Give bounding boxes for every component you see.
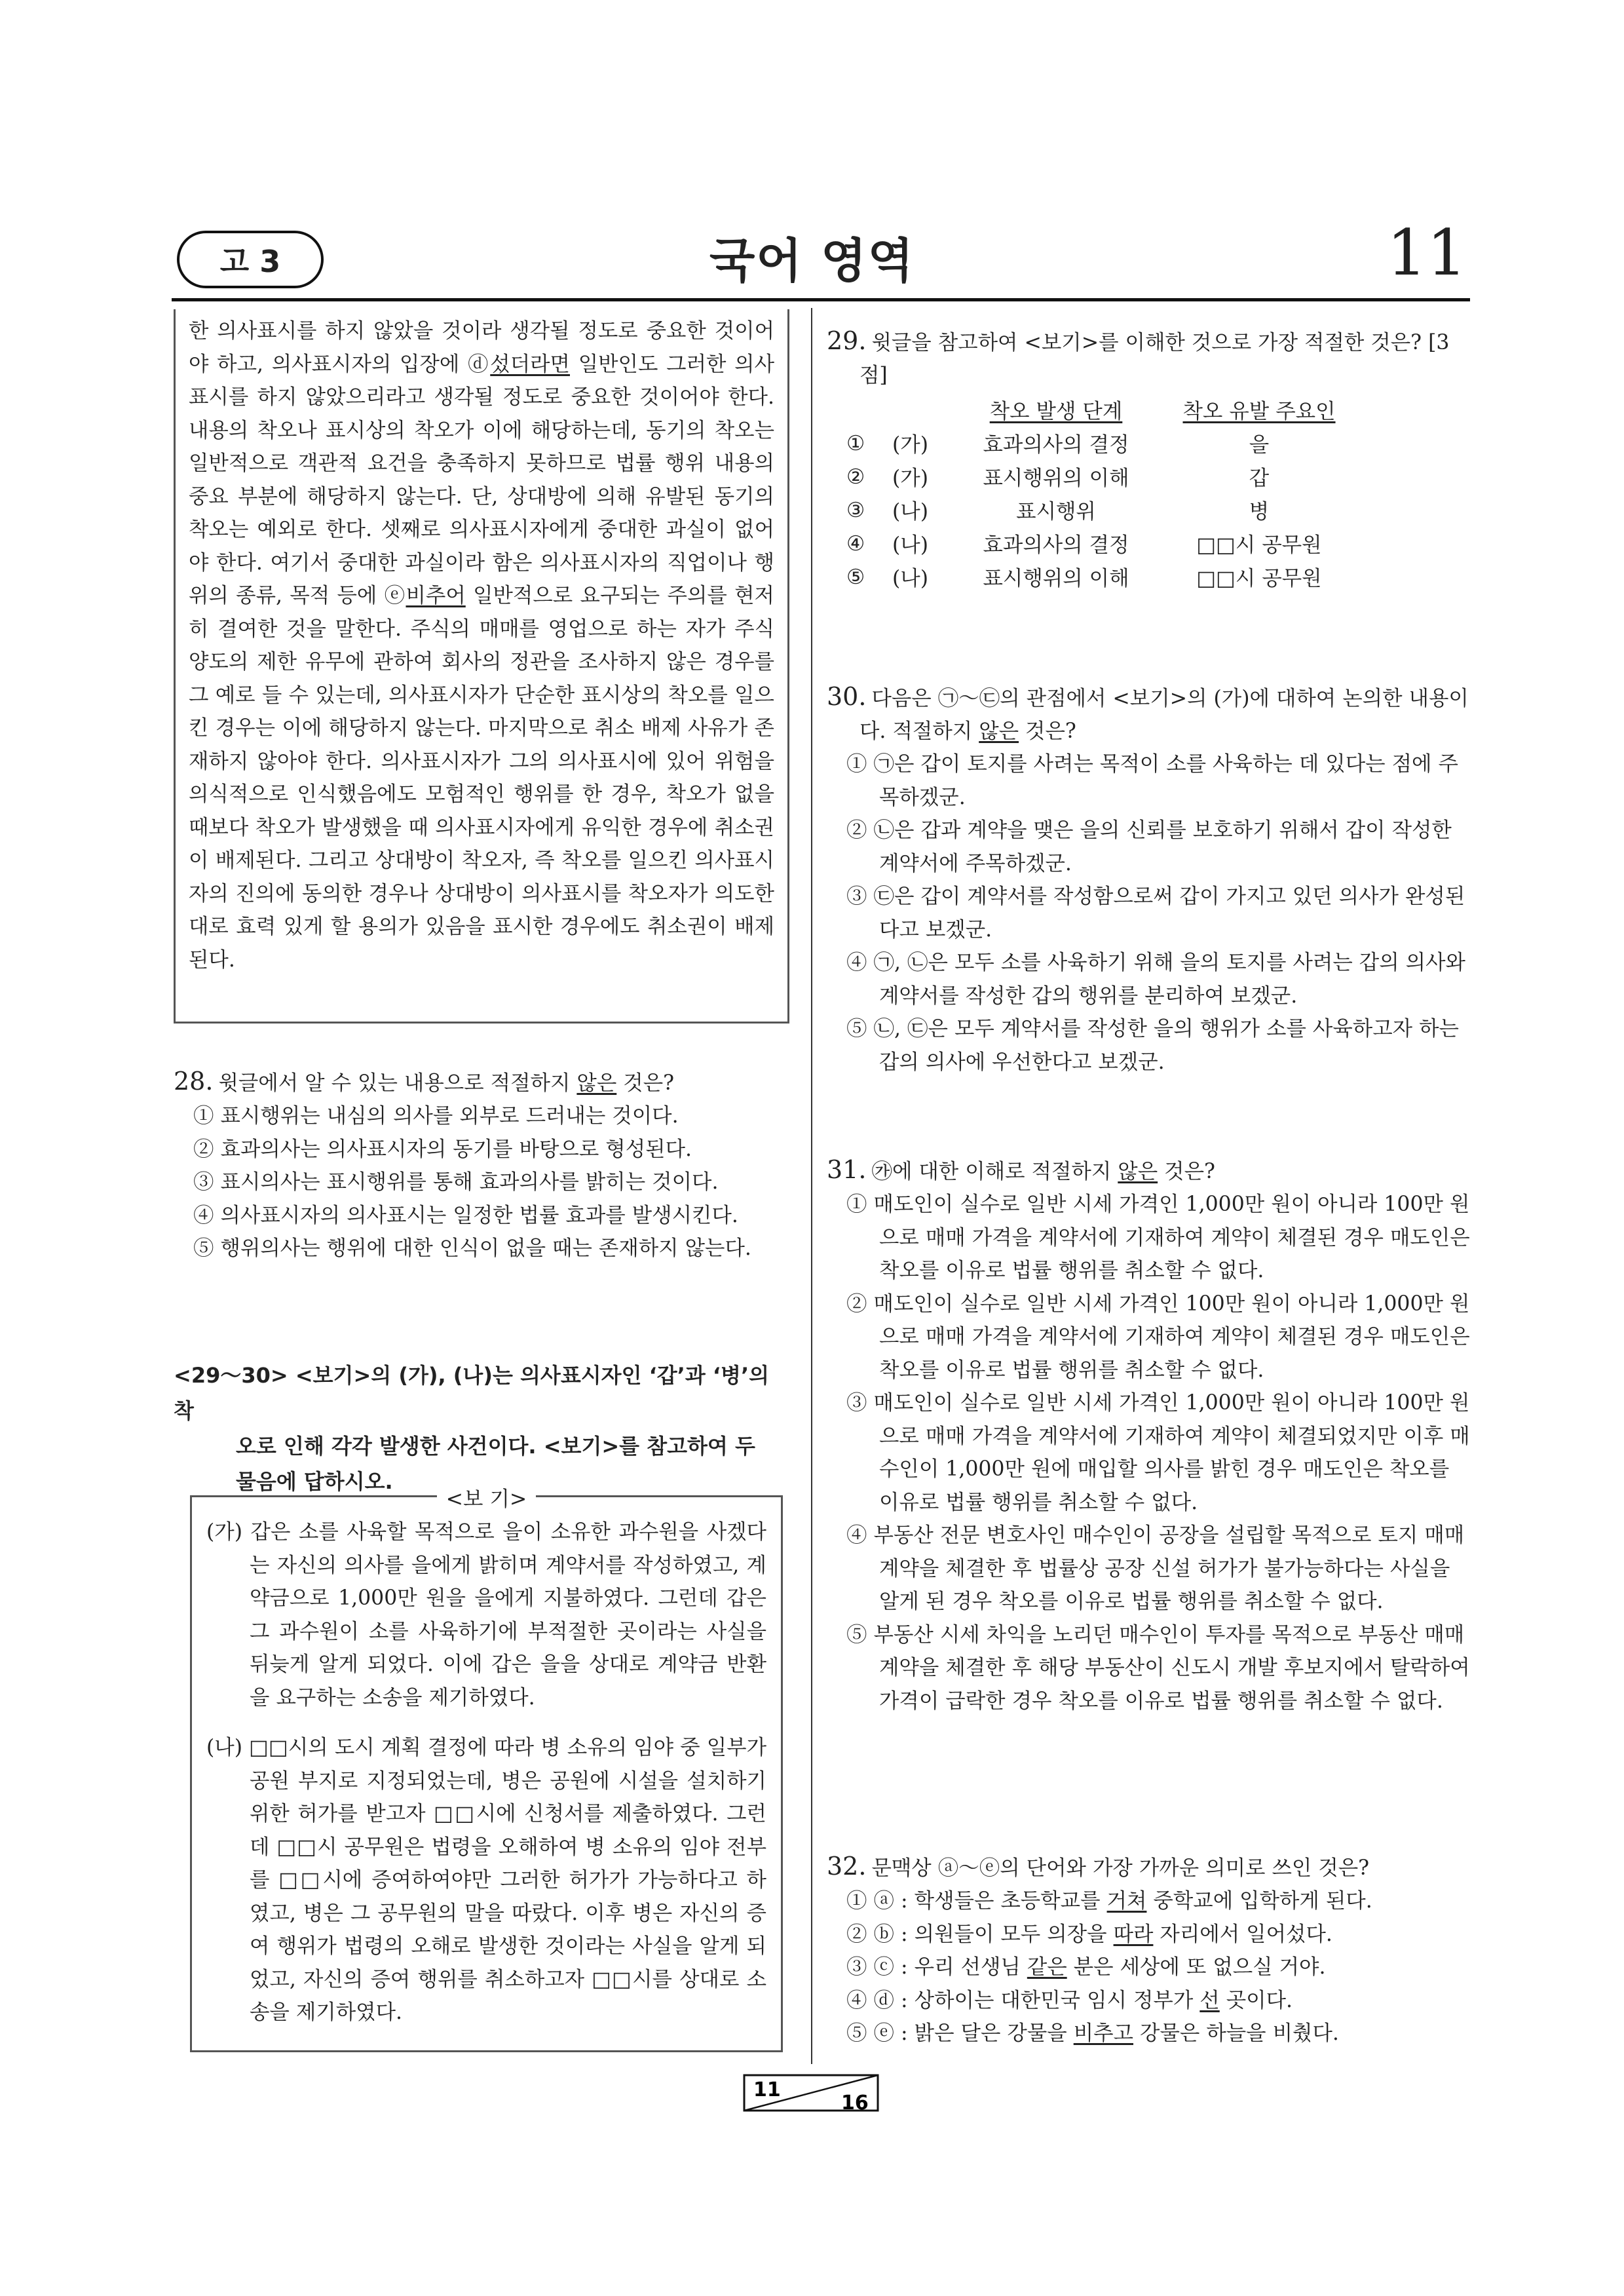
option[interactable]: ④ ㉠, ㉡은 모두 소를 사육하기 위해 을의 토지를 사려는 갑의 의사와 계약서를 작성한 갑의 행위를 분리하여 보겠군. (846, 951, 1465, 1008)
option[interactable]: ② ㉡은 갑과 계약을 맺은 을의 신뢰를 보호하기 위해서 갑이 작성한 계약서에 주목하겠군. (846, 818, 1452, 875)
subject-title: 국어 영역 (709, 233, 915, 288)
option[interactable]: ② 매도인이 실수로 일반 시세 가격인 100만 원이 아니라 1,000만 원으로 매매 가격을 계약서에 기재하여 계약이 체결된 경우 매도인은 착오를 이유로 법률 행위를 취소할 수 없다. (846, 1292, 1470, 1382)
option-row[interactable]: ③ (나) 표시행위 병 (846, 498, 1270, 524)
question-28-stem: 28. 윗글에서 알 수 있는 내용으로 적절하지 않은 것은? (174, 1067, 675, 1096)
option[interactable]: ③ 표시의사는 표시행위를 통해 효과의사를 밝히는 것이다. (193, 1170, 719, 1194)
question-29-table (846, 393, 1364, 594)
question-29 (827, 324, 1472, 594)
word-e: 비추어 (406, 584, 466, 607)
option[interactable]: ⑤ ⓔ : 밝은 달은 강물을 비추고 강물은 하늘을 비췄다. (846, 2021, 1339, 2045)
option[interactable]: ① ⓐ : 학생들은 초등학교를 거쳐 중학교에 입학하게 된다. (846, 1889, 1372, 1913)
question-29-stem: 29. 윗글을 참고하여 <보기>를 이해한 것으로 가장 적절한 것은? [3점] (827, 326, 1450, 387)
option[interactable]: ⑤ 부동산 시세 차익을 노리던 매수인이 투자를 목적으로 부동산 매매 계약을 체결한 후 해당 부동산이 신도시 개발 후보지에서 탈락하여 가격이 급락한 경우 착오를 이유로 법률 행위를 취소할 수 없다. (846, 1622, 1470, 1713)
current-page: 11 (753, 2078, 781, 2101)
option-row[interactable]: ② (가) 표시행위의 이해 갑 (846, 465, 1270, 490)
option[interactable]: ④ 의사표시자의 의사표시는 일정한 법률 효과를 발생시킨다. (193, 1203, 738, 1227)
option-row[interactable]: ① (가) 효과의사의 결정 을 (846, 431, 1270, 457)
option[interactable]: ② 효과의사는 의사표시자의 동기를 바탕으로 형성된다. (193, 1137, 692, 1161)
option[interactable]: ① ㉠은 갑이 토지를 사려는 목적이 소를 사육하는 데 있다는 점에 주목하겠군. (846, 752, 1458, 809)
page-number: 11 (1386, 216, 1467, 290)
question-28-options (174, 1100, 796, 1265)
question-30-options (827, 748, 1472, 1079)
option-row[interactable]: ④ (나) 효과의사의 결정 □□시 공무원 (846, 531, 1322, 557)
option[interactable]: ③ 매도인이 실수로 일반 시세 가격인 1,000만 원이 아니라 100만 원으로 매매 가격을 계약서에 기재하여 계약이 체결되었지만 이후 매수인이 1,000만 원에 매입할 의사를 밝힌 경우 매도인은 착오를 이유로 법률 행위를 취소할 수 없다. (846, 1391, 1470, 1514)
question-32-options (827, 1885, 1472, 2050)
word-d: 섰더라면 (490, 352, 570, 376)
option-row[interactable]: ⑤ (나) 표시행위의 이해 □□시 공무원 (846, 565, 1322, 590)
option[interactable]: ① 표시행위는 내심의 의사를 외부로 드러내는 것이다. (193, 1104, 679, 1128)
question-31-options (827, 1188, 1472, 1717)
option[interactable]: ③ ⓒ : 우리 선생님 같은 분은 세상에 또 없으실 거야. (846, 1955, 1326, 1979)
reading-passage (174, 309, 789, 1024)
column-header-cause: 착오 유발 주요인 (1182, 400, 1336, 423)
question-31 (827, 1153, 1472, 1717)
bogi-title: <보 기> (192, 1483, 781, 1516)
passage-text: 한 의사표시를 하지 않았을 것이라 생각될 정도로 중요한 것이어야 하고, 의사표시자의 입장에 ⓓ섰더라면 일반인도 그러한 의사표시를 하지 않았으리라고 생각될 정도로 중요한 것이어야 한다. 내용의 착오나 표시상의 착오가 이에 해당하는데, 동기의 착오는 일반적으로 객관적 요건을 충족하지 못하므로 법률 행위 내용의 중요 부분에 해당하지 않는다. 단, 상대방에 의해 유발된 동기의 착오는 예외로 한다. 셋째로 의사표시자에게 중대한 과실이 없어야 한다. 여기서 중대한 과실이라 함은 의사표시자의 직업이나 행위의 종류, 목적 등에 ⓔ비추어 일반적으로 요구되는 주의를 현저히 결여한 것을 말한다. 주식의 매매를 영업으로 하는 자가 주식 양도의 제한 유무에 관하여 회사의 정관을 조사하지 않은 경우를 그 예로 들 수 있는데, 의사표시자가 단순한 표시상의 착오를 일으킨 경우는 이에 해당하지 않는다. 마지막으로 취소 배제 사유가 존재하지 않아야 한다. 의사표시자가 그의 의사표시에 있어 위험을 의식적으로 인식했음에도 모험적인 행위를 한 경우, 착오가 없을 때보다 착오가 발생했을 때 의사표시자에게 유익한 경우에 취소권이 배제된다. 그리고 상대방이 착오자, 즉 착오를 일으킨 의사표시자의 진의에 동의한 경우나 상대방이 의사표시를 착오자가 의도한 대로 효력 있게 할 용의가 있음을 표시한 경우에도 취소권이 배제된다. (189, 319, 775, 972)
bogi-case-ga: (가) 갑은 소를 사육할 목적으로 을이 소유한 과수원을 사겠다는 자신의 의사를 을에게 밝히며 계약서를 작성하였고, 계약금으로 1,000만 원을 을에게 지불하였다. 그런데 갑은 그 과수원이 소를 사육하기에 부적절한 곳이라는 사실을 뒤늦게 알게 되었다. 이에 갑은 을을 상대로 계약금 반환을 요구하는 소송을 제기하였다. (206, 1520, 766, 1710)
mark-e: ⓔ (384, 584, 406, 607)
option[interactable]: ③ ㉢은 갑이 계약서를 작성함으로써 갑이 가지고 있던 의사가 완성된다고 보겠군. (846, 885, 1465, 942)
question-group-heading: <29～30> <보기>의 (가), (나)는 의사표시자인 ‘갑’과 ‘병’의 착 오로 인해 각각 발생한 사건이다. <보기>를 참고하여 두 물음에 답하시오. (174, 1363, 770, 1494)
option[interactable]: ⑤ ㉡, ㉢은 모두 계약서를 작성한 을의 행위가 소를 사육하고자 하는 갑의 의사에 우선한다고 보겠군. (846, 1017, 1459, 1074)
bogi-case-na: (나) □□시의 도시 계획 결정에 따라 병 소유의 임야 중 일부가 공원 부지로 지정되었는데, 병은 공원에 시설을 설치하기 위한 허가를 받고자 □□시에 신청서를 제출하였다. 그런데 □□시 공무원은 법령을 오해하여 병 소유의 임야 전부를 □□시에 증여하여야만 그러한 허가가 가능하다고 하였고, 병은 그 공무원의 말을 따랐다. 이후 병은 자신의 증여 행위가 법령의 오해로 발생한 것이라는 사실을 알게 되었고, 자신의 증여 행위를 취소하고자 □□시를 상대로 소송을 제기하였다. (206, 1736, 766, 2024)
question-30 (827, 680, 1472, 1079)
question-31-stem: 31. ㉮에 대한 이해로 적절하지 않은 것은? (827, 1155, 1215, 1184)
grade-label: 고 3 (219, 244, 281, 279)
option[interactable]: ④ ⓓ : 상하이는 대한민국 임시 정부가 선 곳이다. (846, 1988, 1293, 2012)
option[interactable]: ④ 부동산 전문 변호사인 매수인이 공장을 설립할 목적으로 토지 매매 계약을 체결한 후 법률상 공장 신설 허가가 불가능하다는 사실을 알게 된 경우 착오를 이유로 법률 행위를 취소할 수 없다. (846, 1523, 1465, 1613)
option[interactable]: ⑤ 행위의사는 행위에 대한 인식이 없을 때는 존재하지 않는다. (193, 1236, 751, 1260)
column-header-stage: 착오 발생 단계 (989, 400, 1123, 423)
header-rule (172, 298, 1470, 301)
bogi-box (190, 1487, 783, 2052)
mark-d: ⓓ (468, 352, 491, 376)
page-indicator (743, 2074, 879, 2112)
question-32-stem: 32. 문맥상 ⓐ～ⓔ의 단어와 가장 가까운 의미로 쓰인 것은? (827, 1852, 1370, 1881)
question-28 (174, 1065, 796, 1265)
option[interactable]: ① 매도인이 실수로 일반 시세 가격인 1,000만 원이 아니라 100만 원으로 매매 가격을 계약서에 기재하여 계약이 체결된 경우 매도인은 착오를 이유로 법률 행위를 취소할 수 없다. (846, 1193, 1470, 1282)
column-divider (811, 308, 812, 2064)
total-pages: 16 (841, 2092, 869, 2112)
question-30-stem: 30. 다음은 ㉠～㉢의 관점에서 <보기>의 (가)에 대하여 논의한 내용이다. 적절하지 않은 것은? (827, 682, 1469, 743)
question-32 (827, 1850, 1472, 2050)
option[interactable]: ② ⓑ : 의원들이 모두 의장을 따라 자리에서 일어섰다. (846, 1922, 1332, 1946)
